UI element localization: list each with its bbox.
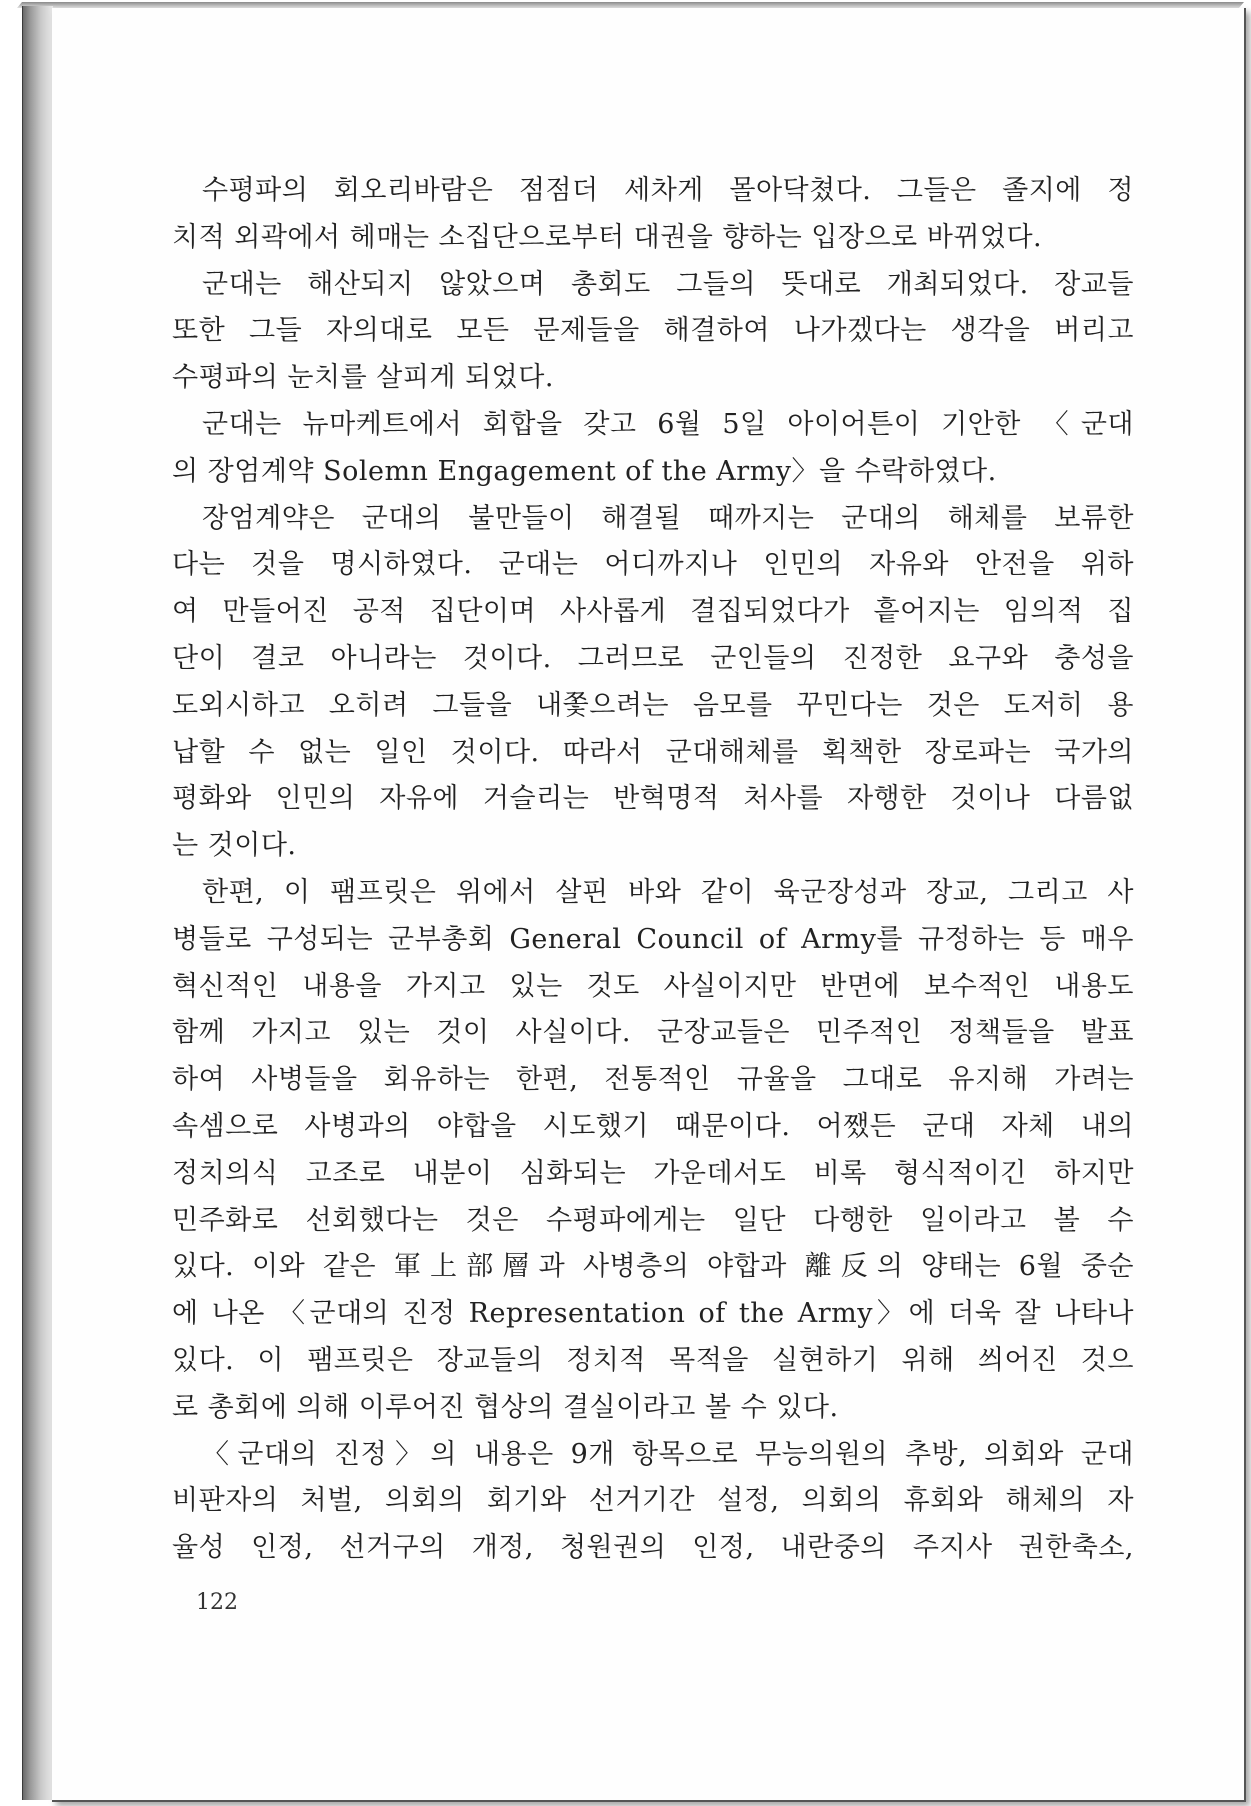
text-line: 군대는 뉴마케트에서 회합을 갖고 6월 5일 아이어튼이 기안한 〈군대 xyxy=(202,408,1134,440)
text-line: 수평파의 눈치를 살피게 되었다. xyxy=(172,362,554,394)
text-line: 〈군대의 진정〉의 내용은 9개 항목으로 무능의원의 추방, 의회와 군대 xyxy=(202,1438,1134,1470)
text-line: 민주화로 선회했다는 것은 수평파에게는 일단 다행한 일이라고 볼 수 xyxy=(172,1204,1134,1236)
text-line: 병들로 구성되는 군부총회 General Council of Army를 규정하는 등 매우 xyxy=(172,923,1134,955)
page-sheet xyxy=(52,8,1246,1802)
text-line: 속셈으로 사병과의 야합을 시도했기 때문이다. 어쨌든 군대 자체 내의 xyxy=(172,1110,1134,1142)
text-line: 있다. 이와 같은 軍上部層과 사병층의 야합과 離反의 양태는 6월 중순 xyxy=(172,1251,1134,1283)
text-line: 함께 가지고 있는 것이 사실이다. 군장교들은 민주적인 정책들을 발표 xyxy=(172,1017,1134,1049)
text-line: 있다. 이 팸프릿은 장교들의 정치적 목적을 실현하기 위해 씌어진 것으 xyxy=(172,1344,1134,1376)
body-text xyxy=(172,168,1134,1572)
text-line: 정치의식 고조로 내분이 심화되는 가운데서도 비록 형식적이긴 하지만 xyxy=(172,1157,1134,1189)
text-line: 도외시하고 오히려 그들을 내쫓으려는 음모를 꾸민다는 것은 도저히 용 xyxy=(172,689,1134,721)
text-line: 의 장엄계약 Solemn Engagement of the Army〉을 수락하였다. xyxy=(172,455,997,487)
text-line: 비판자의 처벌, 의회의 회기와 선거기간 설정, 의회의 휴회와 해체의 자 xyxy=(172,1485,1134,1517)
text-line: 다는 것을 명시하였다. 군대는 어디까지나 인민의 자유와 안전을 위하 xyxy=(172,549,1134,581)
book-spine-edge xyxy=(22,6,53,1800)
text-line: 로 총회에 의해 이루어진 협상의 결실이라고 볼 수 있다. xyxy=(172,1391,839,1423)
page-number: 122 xyxy=(196,1590,238,1615)
text-line: 에 나온 〈군대의 진정 Representation of the Army〉에 더욱 잘 나타나 xyxy=(172,1298,1134,1330)
text-line: 군대는 해산되지 않았으며 총회도 그들의 뜻대로 개최되었다. 장교들 xyxy=(202,268,1134,300)
text-line: 율성 인정, 선거구의 개정, 청원권의 인정, 내란중의 주지사 권한축소, xyxy=(172,1532,1134,1564)
text-line: 평화와 인민의 자유에 거슬리는 반혁명적 처사를 자행한 것이나 다름없 xyxy=(172,783,1134,815)
text-line: 수평파의 회오리바람은 점점더 세차게 몰아닥쳤다. 그들은 졸지에 정 xyxy=(202,175,1134,206)
text-line: 납할 수 없는 일인 것이다. 따라서 군대해체를 획책한 장로파는 국가의 xyxy=(172,736,1134,768)
text-line: 또한 그들 자의대로 모든 문제들을 해결하여 나가겠다는 생각을 버리고 xyxy=(172,315,1134,347)
text-line: 여 만들어진 공적 집단이며 사사롭게 결집되었다가 흩어지는 임의적 집 xyxy=(172,596,1134,628)
text-line: 혁신적인 내용을 가지고 있는 것도 사실이지만 반면에 보수적인 내용도 xyxy=(172,970,1134,1002)
text-line: 장엄계약은 군대의 불만들이 해결될 때까지는 군대의 해체를 보류한 xyxy=(202,502,1134,534)
text-line: 는 것이다. xyxy=(172,830,297,862)
text-line: 하여 사병들을 회유하는 한편, 전통적인 규율을 그대로 유지해 가려는 xyxy=(172,1064,1134,1096)
text-line: 치적 외곽에서 헤매는 소집단으로부터 대권을 향하는 입장으로 바뀌었다. xyxy=(172,221,1043,253)
text-line: 한편, 이 팸프릿은 위에서 살핀 바와 같이 육군장성과 장교, 그리고 사 xyxy=(202,876,1134,908)
text-line: 단이 결코 아니라는 것이다. 그러므로 군인들의 진정한 요구와 충성을 xyxy=(172,642,1134,674)
